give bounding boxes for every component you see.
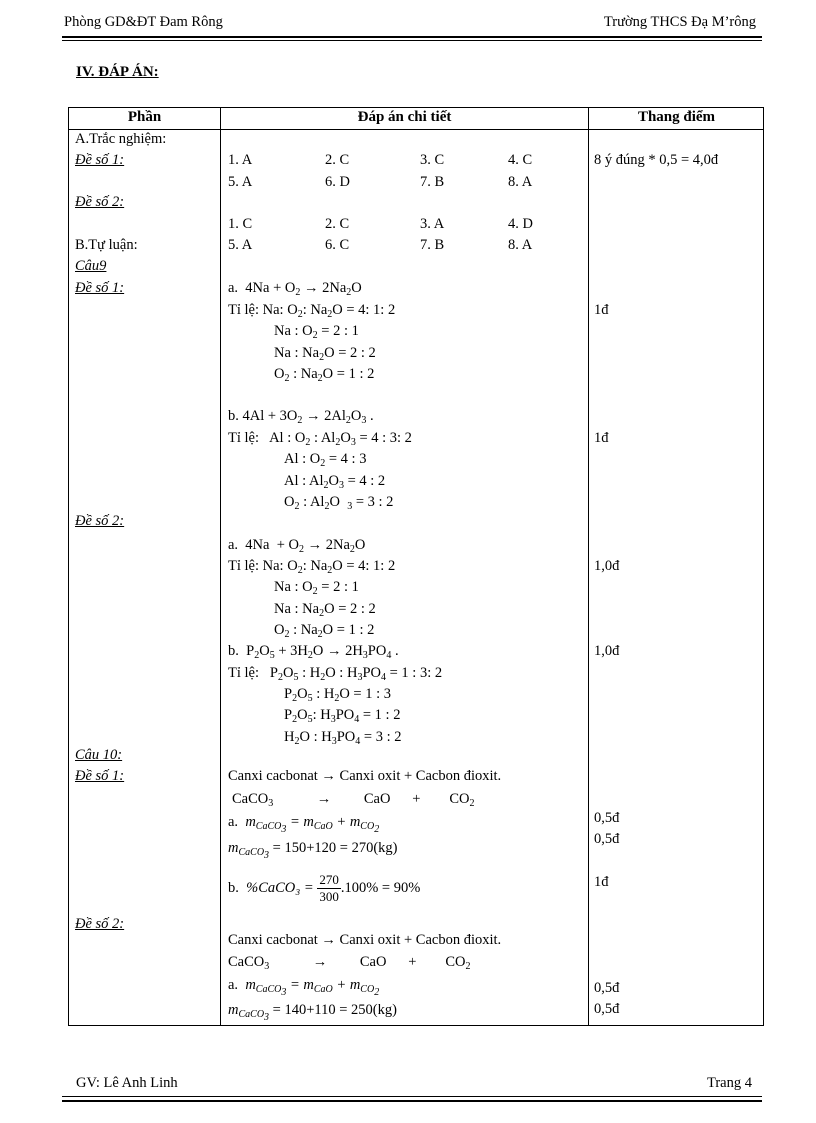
score-c9d1-a: 1đ bbox=[594, 302, 609, 318]
mc1-6: 6. D bbox=[325, 174, 350, 190]
mc2-6: 6. C bbox=[325, 237, 350, 253]
eq-c9d1-b: b. $4Al + 3O_2 \to 2Al_2O_3$ . bbox=[228, 408, 374, 426]
c10d2-calc: $m_{CaCO_3} = 140+110 = 250(kg)$ bbox=[228, 1002, 397, 1023]
label-cau10-de1: Đề số 1: bbox=[75, 768, 125, 784]
c10d1-a: a. $m_{CaCO_3} = m_{CaO} + m_{CO_2}$ bbox=[228, 814, 380, 835]
ratio-c9d1-b1: Tỉ lệ: Al : $O_2$ : $Al_2O_3 = 4$ : 3: 2 bbox=[228, 430, 412, 448]
mc2-8: 8. A bbox=[508, 237, 533, 253]
ratio-c9d2-a1: Tỉ lệ: Na: $O_2$: $Na_2O = 4$: 1: 2 bbox=[228, 558, 396, 576]
label-tracnghiem: A.Trắc nghiệm: bbox=[75, 131, 167, 147]
label-tuluan: B.Tự luận: bbox=[75, 237, 138, 253]
c10d2-words: Canxi cacbonat → Canxi oxit + Cacbon đioxit. bbox=[228, 932, 502, 948]
eq-c9d2-b: b. $P_2O_5 + 3H_2O \to 2H_3PO_4$ . bbox=[228, 643, 399, 661]
col-header-answer: Đáp án chi tiết bbox=[357, 109, 452, 125]
ratio-c9d1-a3: Na : $Na_2O = 2$ : 2 bbox=[274, 345, 376, 363]
mc1-2: 2. C bbox=[325, 152, 350, 168]
ratio-c9d1-b4: $O_2$ : $Al_2O$ $_3$ = 3 : 2 bbox=[284, 494, 394, 512]
mc1-8: 8. A bbox=[508, 174, 533, 190]
label-de1: Đề số 1: bbox=[75, 152, 125, 168]
mc2-7: 7. B bbox=[420, 237, 445, 253]
ratio-c9d2-b1: Tỉ lệ: $P_2O_5$ : $H_2O$ : $H_3PO_4 = 1$ : 3: 2 bbox=[228, 665, 443, 683]
ratio-c9d2-a3: Na : $Na_2O = 2$ : 2 bbox=[274, 601, 376, 619]
header-school-name: Trường THCS Đạ M’rông bbox=[603, 14, 756, 30]
mc1-3: 3. C bbox=[420, 152, 445, 168]
ratio-c9d1-a2: Na : $O_2 = 2$ : 1 bbox=[274, 323, 359, 341]
ratio-c9d1-b2: Al : $O_2 = 4$ : 3 bbox=[284, 451, 367, 469]
label-de2: Đề số 2: bbox=[75, 194, 125, 210]
footer-page: Trang 4 bbox=[707, 1075, 752, 1091]
ratio-c9d2-b4: $H_2O$ : $H_3PO_4 = 3$ : 2 bbox=[284, 729, 402, 747]
c10d1-words: Canxi cacbonat → Canxi oxit + Cacbon đioxit. bbox=[228, 768, 502, 784]
score-c10d1-calc: 0,5đ bbox=[594, 831, 620, 847]
c10d1-formula: CaCO$_3$ → CaO + $CO_2$ bbox=[232, 791, 475, 809]
score-c10d1-b: 1đ bbox=[594, 874, 609, 890]
ratio-c9d1-a1: Tỉ lệ: Na: $O_2$: $Na_2O = 4$: 1: 2 bbox=[228, 302, 396, 320]
label-cau9-de1: Đề số 1: bbox=[75, 280, 125, 296]
ratio-c9d2-a4: $O_2$ : $Na_2O = 1$ : 2 bbox=[274, 622, 375, 640]
mc1-5: 5. A bbox=[228, 174, 253, 190]
mc1-1: 1. A bbox=[228, 152, 253, 168]
mc2-5: 5. A bbox=[228, 237, 253, 253]
c10d2-a: a. $m_{CaCO_3} = m_{CaO} + m_{CO_2}$ bbox=[228, 977, 380, 998]
mc1-4: 4. C bbox=[508, 152, 533, 168]
col-header-score: Thang điểm bbox=[637, 109, 716, 125]
score-c9d1-b: 1đ bbox=[594, 430, 609, 446]
score-c9d2-b: 1,0đ bbox=[594, 643, 620, 659]
header-rule bbox=[62, 36, 762, 38]
ratio-c9d2-b2: $P_2O_5$ : $H_2O = 1$ : 3 bbox=[284, 686, 391, 704]
score-c10d1-a: 0,5đ bbox=[594, 810, 620, 826]
footer-rule bbox=[62, 1100, 762, 1102]
section-title: IV. ĐÁP ÁN: bbox=[76, 64, 159, 80]
score-c10d2-calc: 0,5đ bbox=[594, 1001, 620, 1017]
label-cau9-de2: Đề số 2: bbox=[75, 513, 125, 529]
ratio-c9d2-a2: Na : $O_2 = 2$ : 1 bbox=[274, 579, 359, 597]
c10d1-b: b. %CaCO₃ = $\frac{270}{300}$ .100% = 90% bbox=[228, 872, 421, 904]
mc2-1: 1. C bbox=[228, 216, 253, 232]
c10d2-formula: CaCO$_3$ → CaO + $CO_2$ bbox=[228, 954, 471, 972]
header-school-office: Phòng GD&ĐT Đam Rông bbox=[64, 14, 223, 30]
mc-score: 8 ý đúng * 0,5 = 4,0đ bbox=[594, 152, 719, 168]
mc1-7: 7. B bbox=[420, 174, 445, 190]
eq-c9d2-a: a. $4Na + O_2 \to 2Na_2O$ bbox=[228, 537, 366, 555]
footer-teacher: GV: Lê Anh Linh bbox=[76, 1075, 178, 1091]
header-rule-thin bbox=[62, 40, 762, 41]
ratio-c9d1-a4: $O_2$ : $Na_2O = 1$ : 2 bbox=[274, 366, 375, 384]
mc2-2: 2. C bbox=[325, 216, 350, 232]
col-header-part: Phần bbox=[127, 109, 162, 125]
label-cau9: Câu9 bbox=[75, 258, 107, 274]
ratio-c9d2-b3: $P_2O_5$: $H_3PO_4 = 1$ : 2 bbox=[284, 707, 401, 725]
mc2-3: 3. A bbox=[420, 216, 445, 232]
label-cau10-de2: Đề số 2: bbox=[75, 916, 125, 932]
ratio-c9d1-b3: Al : $Al_2O_3 = 4$ : 2 bbox=[284, 473, 386, 491]
eq-c9d1-a: a. $4Na + O_2 \to 2Na_2O$ bbox=[228, 280, 362, 298]
footer-rule-thin bbox=[62, 1096, 762, 1097]
score-c9d2-a: 1,0đ bbox=[594, 558, 620, 574]
c10d1-calc: $m_{CaCO_3} = 150+120 = 270(kg)$ bbox=[228, 840, 398, 861]
mc2-4: 4. D bbox=[508, 216, 533, 232]
label-cau10: Câu 10: bbox=[75, 747, 123, 763]
score-c10d2-a: 0,5đ bbox=[594, 980, 620, 996]
